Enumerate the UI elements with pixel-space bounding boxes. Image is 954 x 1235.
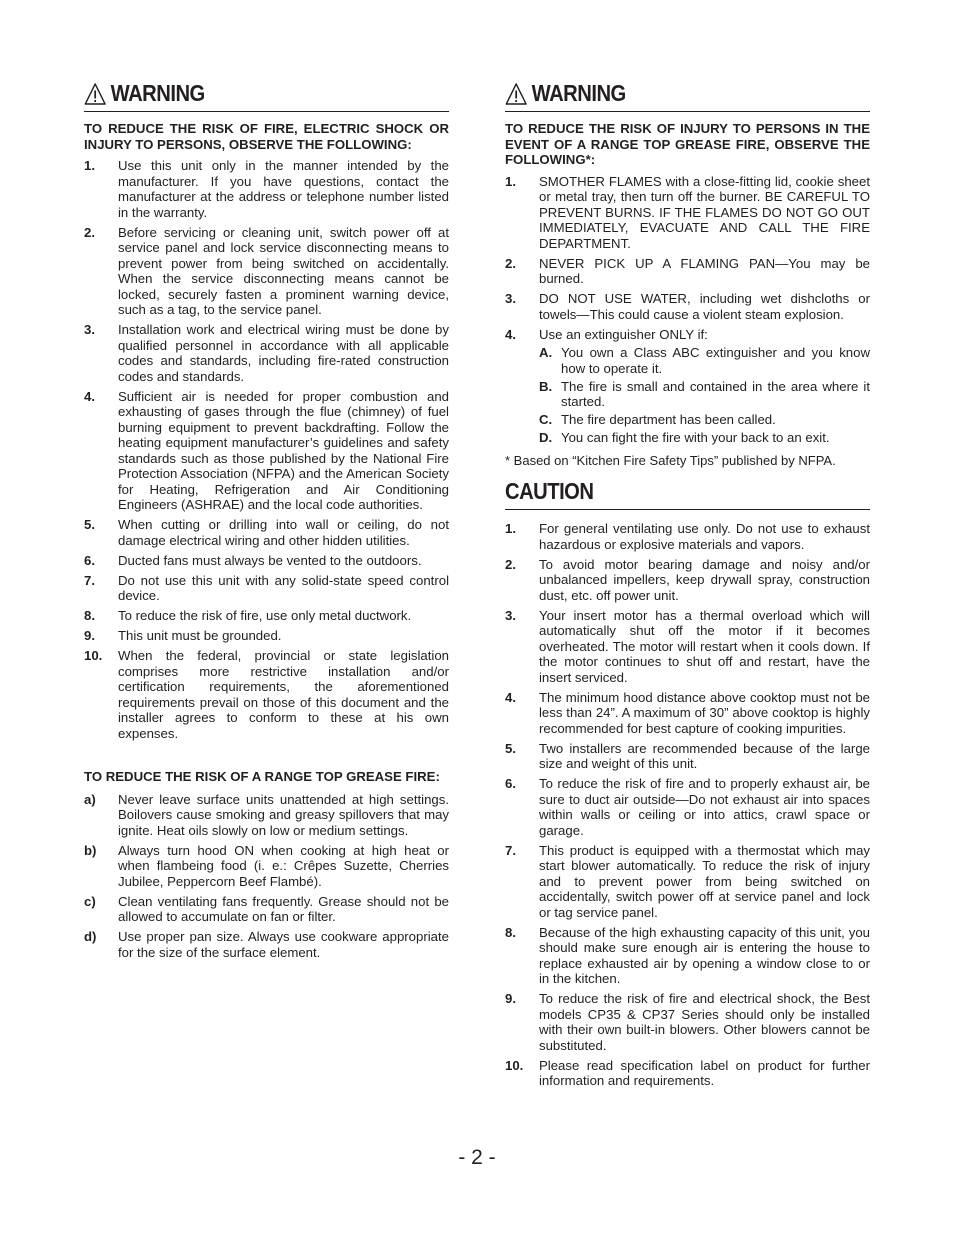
left-warning-list — [84, 158, 449, 741]
item-text: Do not use this unit with any solid-state speed control device. — [118, 572, 449, 603]
item-number: 4. — [84, 388, 95, 404]
item-text: To reduce the risk of fire and to properly exhaust air, be sure to duct air outside—Do not exhaust air into spaces within walls or ceiling or into attics, crawl space or garage. — [539, 776, 870, 838]
item-text: To avoid motor bearing damage and noisy and/or unbalanced impellers, keep drywall spray, construction dust, etc. off power unit. — [539, 556, 870, 603]
item-text: To reduce the risk of fire and electrical shock, the Best models CP35 & CP37 Series should only be installed with their own built-in blowers. Other blowers cannot be substituted. — [539, 991, 870, 1053]
sub-item-text: The fire department has been called. — [561, 412, 776, 427]
item-number: 10. — [84, 648, 103, 663]
sub-list-item — [539, 412, 870, 428]
list-item — [84, 553, 449, 569]
item-text: Never leave surface units unattended at high settings. Boilovers cause smoking and greasy spillovers that may ignite. Heat oils slowly on low or medium settings. — [118, 791, 449, 838]
item-text: Because of the high exhausting capacity of this unit, you should make sure enough air is entering the house to replace exhausted air by opening a window close to or in the kitchen. — [539, 924, 870, 986]
item-text: This unit must be grounded. — [118, 628, 282, 643]
caution-list — [505, 521, 870, 1089]
caution-heading — [505, 476, 819, 507]
list-item — [84, 792, 449, 839]
list-item — [84, 322, 449, 384]
item-number: c) — [84, 893, 96, 909]
item-number: b) — [84, 842, 97, 858]
item-number: 8. — [505, 924, 516, 940]
left-intro: TO REDUCE THE RISK OF FIRE, ELECTRIC SHOCK OR INJURY TO PERSONS, OBSERVE THE FOLLOWING: — [84, 121, 449, 152]
item-number: 5. — [84, 517, 95, 532]
warning-title: WARNING — [531, 80, 626, 106]
item-text: To reduce the risk of fire, use only metal ductwork. — [118, 608, 412, 623]
sub-item-text: You can fight the fire with your back to an exit. — [561, 430, 830, 445]
item-number: 2. — [505, 255, 516, 271]
heading-rule — [84, 111, 449, 112]
item-text: Installation work and electrical wiring must be done by qualified personnel in accordance with all applicable codes and standards, including fire-rated construction codes and standards. — [118, 322, 449, 384]
list-item — [84, 225, 449, 318]
warning-triangle-icon — [505, 82, 527, 106]
sub-item-letter: B. — [539, 378, 553, 394]
item-body — [539, 327, 870, 449]
item-text: When the federal, provincial or state legislation comprises more restrictive installation and/or certification requirements, the aforementioned requirements prevail on those of this document and the installer agrees to conform to these at his own expenses. — [118, 648, 449, 741]
sub-item-letter: D. — [539, 430, 553, 445]
item-number: a) — [84, 791, 96, 807]
list-item — [505, 776, 870, 838]
item-text: Use an extinguisher ONLY if: — [539, 326, 708, 342]
item-number: d) — [84, 929, 97, 944]
warning-heading-left — [84, 78, 398, 109]
item-number: 1. — [505, 521, 516, 536]
item-text: DO NOT USE WATER, including wet dishcloths or towels—This could cause a violent steam explosion. — [539, 291, 870, 322]
list-item — [505, 843, 870, 921]
item-text: Ducted fans must always be vented to the outdoors. — [118, 552, 422, 568]
sub-item-text: You own a Class ABC extinguisher and you know how to operate it. — [561, 345, 870, 376]
item-text: Please read specification label on product for further information and requirements. — [539, 1057, 870, 1088]
list-item — [505, 557, 870, 604]
list-item — [505, 690, 870, 737]
list-item — [84, 843, 449, 890]
nfpa-footnote: * Based on “Kitchen Fire Safety Tips” published by NFPA. — [505, 452, 836, 468]
heading-rule — [505, 111, 870, 112]
list-item — [84, 894, 449, 925]
item-number: 7. — [505, 842, 516, 858]
list-item — [84, 389, 449, 513]
warning-triangle-icon — [84, 82, 106, 106]
item-text: For general ventilating use only. Do not use to exhaust hazardous or explosive materials and vapors. — [539, 521, 870, 552]
extinguisher-sublist — [539, 345, 870, 446]
item-number: 7. — [84, 572, 95, 588]
item-number: 4. — [505, 689, 516, 705]
item-number: 3. — [84, 322, 95, 337]
list-item — [84, 648, 449, 741]
item-number: 4. — [505, 326, 516, 342]
list-item — [84, 628, 449, 644]
list-item — [505, 256, 870, 287]
item-number: 6. — [84, 552, 95, 568]
sub-list-item — [539, 345, 870, 376]
item-number: 9. — [505, 991, 516, 1006]
warning-heading-right — [505, 78, 819, 109]
item-number: 1. — [84, 158, 95, 173]
sub-list-item — [539, 379, 870, 410]
right-column — [505, 78, 870, 1093]
item-text: Sufficient air is needed for proper combustion and exhausting of gases through the flue (chimney) of fuel burning equipment to prevent backdrafting. Follow the heating equipment manufacturer’s guidelines and safety standards such as those published by the National Fire Protection Association (NFPA) and the American Society for Heating, Refrigeration and Air Conditioning Engineers (ASHRAE) and the local code authorities. — [118, 388, 449, 512]
list-item — [84, 573, 449, 604]
item-number: 9. — [84, 628, 95, 643]
list-item — [505, 327, 870, 449]
sub-list-item — [539, 430, 870, 446]
sub-item-letter: A. — [539, 345, 553, 360]
list-item — [505, 521, 870, 552]
right-warning-list — [505, 174, 870, 449]
list-item — [84, 158, 449, 220]
item-number: 8. — [84, 608, 95, 623]
item-text: Clean ventilating fans frequently. Grease should not be allowed to accumulate on fan or filter. — [118, 893, 449, 924]
item-text: Use this unit only in the manner intended by the manufacturer. If you have questions, contact the manufacturer at the address or telephone number listed in the warranty. — [118, 158, 449, 220]
item-text: Always turn hood ON when cooking at high heat or when flambeing food (i. e.: Crêpes Suzette, Cherries Jubilee, Peppercorn Beef Flambé). — [118, 842, 449, 889]
grease-fire-heading: TO REDUCE THE RISK OF A RANGE TOP GREASE FIRE: — [84, 769, 440, 784]
list-item — [505, 741, 870, 772]
item-number: 1. — [505, 173, 516, 189]
list-item — [505, 925, 870, 987]
list-item — [505, 991, 870, 1053]
item-number: 5. — [505, 740, 516, 756]
list-item — [505, 1058, 870, 1089]
item-text: When cutting or drilling into wall or ceiling, do not damage electrical wiring and other hidden utilities. — [118, 517, 449, 548]
warning-title: WARNING — [110, 80, 205, 106]
left-column — [84, 78, 449, 965]
item-number: 3. — [505, 607, 516, 623]
item-text: This product is equipped with a thermostat which may start blower automatically. To reduce the risk of injury and to prevent power from being switched on accidentally, switch power off at service panel and lock or tag service panel. — [539, 842, 870, 920]
item-number: 6. — [505, 776, 516, 791]
list-item — [505, 608, 870, 686]
item-number: 3. — [505, 291, 516, 306]
item-text: NEVER PICK UP A FLAMING PAN—You may be burned. — [539, 255, 870, 286]
list-item — [505, 291, 870, 322]
item-text: Before servicing or cleaning unit, switch power off at service panel and lock service disconnecting means to prevent power from being switched on accidentally. When the service disconnecting means cannot be locked, securely fasten a prominent warning device, such as a tag, to the service panel. — [118, 224, 449, 317]
item-text: Two installers are recommended because of the large size and weight of this unit. — [539, 740, 870, 771]
heading-rule — [505, 509, 870, 510]
item-number: 10. — [505, 1057, 524, 1073]
item-text: Use proper pan size. Always use cookware appropriate for the size of the surface element. — [118, 929, 449, 960]
grease-fire-list — [84, 792, 449, 961]
item-number: 2. — [505, 556, 516, 572]
right-intro: TO REDUCE THE RISK OF INJURY TO PERSONS IN THE EVENT OF A RANGE TOP GREASE FIRE, OBSERVE THE FOLLOWING*: — [505, 121, 870, 167]
list-item — [84, 517, 449, 548]
item-text: Your insert motor has a thermal overload which will automatically shut off the motor if it becomes overheated. The motor will restart when it cools down. If the motor continues to shut off and restart, have the insert serviced. — [539, 607, 870, 685]
list-item — [505, 174, 870, 252]
page-number: - 2 - — [458, 1146, 496, 1169]
sub-item-text: The fire is small and contained in the area where it started. — [561, 378, 870, 409]
item-number: 2. — [84, 224, 95, 240]
caution-title: CAUTION — [505, 478, 594, 504]
item-text: SMOTHER FLAMES with a close-fitting lid, cookie sheet or metal tray, then turn off the burner. BE CAREFUL TO PREVENT BURNS. IF THE FLAMES DO NOT GO OUT IMMEDIATELY, EVACUATE AND CALL THE FIRE DEPARTMENT. — [539, 173, 870, 251]
item-text: The minimum hood distance above cooktop must not be less than 24”. A maximum of 30” above cooktop is highly recommended for best capture of cooking impurities. — [539, 689, 870, 736]
list-item — [84, 608, 449, 624]
list-item — [84, 929, 449, 960]
sub-item-letter: C. — [539, 412, 553, 427]
